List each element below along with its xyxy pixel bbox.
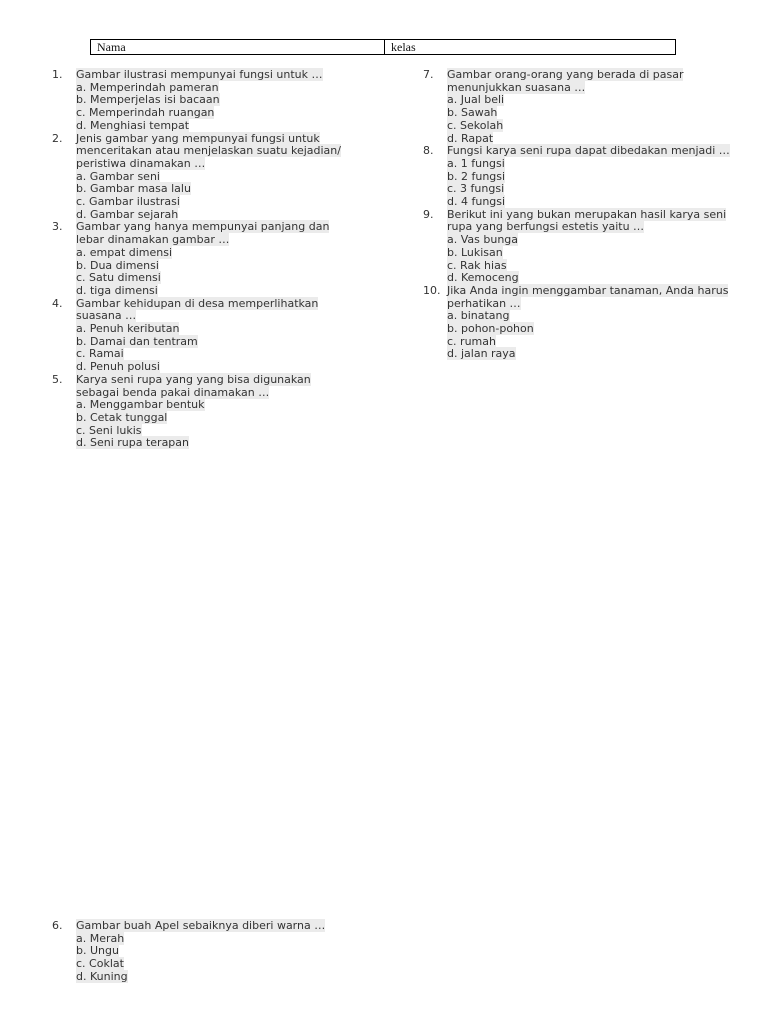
question-text: Gambar ilustrasi mempunyai fungsi untuk … [76,68,323,81]
question-text: Karya seni rupa yang yang bisa digunakan sebagai benda pakai dinamakan … [76,372,311,399]
answer-option-text: a. empat dimensi [76,245,173,259]
answer-option-text: c. 3 fungsi [447,182,505,196]
question-number: 7. [423,68,434,81]
answer-option-text: a. Penuh keributan [76,322,180,336]
question-column-right [423,69,733,361]
question-text: Jika Anda ingin menggambar tanaman, Anda harus perhatikan … [447,283,729,310]
answer-option [76,285,352,298]
answer-option-text: c. Rak hias [447,258,507,272]
answer-option-text: c. Ramai [76,347,124,361]
answer-option [76,437,352,450]
answer-option [76,247,352,260]
question-column-bottom [52,920,372,984]
answer-option [76,971,372,984]
question-body [76,920,372,984]
answer-option-text: a. 1 fungsi [447,156,505,170]
question-body [76,298,352,374]
answer-option [76,933,372,946]
question-number: 6. [52,919,63,932]
question-number: 8. [423,144,434,158]
question-column-left [52,69,352,450]
answer-option-text: d. Gambar sejarah [76,207,179,221]
answer-option-text: d. Seni rupa terapan [76,436,190,450]
answer-option [76,120,352,133]
answer-option-text: b. Ungu [76,944,119,958]
answer-option-text: d. 4 fungsi [447,195,506,209]
answer-option [447,323,733,336]
answer-option-text: d. Kuning [76,969,128,983]
answer-option-text: b. pohon-pohon [447,322,534,336]
question-item [52,920,372,984]
answer-option [447,158,733,171]
answer-option [76,196,352,209]
question-item [52,374,352,450]
answer-option [447,196,733,209]
question-text: Gambar buah Apel sebaiknya diberi warna … [76,919,326,932]
answer-option [76,958,372,971]
question-number: 10. [423,283,441,297]
question-number: 2. [52,131,63,145]
question-number: 3. [52,220,63,234]
answer-option [76,361,352,374]
question-body [76,69,352,133]
answer-option-text: c. Seni lukis [76,423,142,437]
answer-option-text: a. Vas bunga [447,233,519,247]
answer-option-text: b. Sawah [447,106,498,120]
answer-option-text: c. Gambar ilustrasi [76,195,180,209]
answer-option-text: a. Menggambar bentuk [76,398,205,412]
nama-cell: Nama [91,40,385,55]
answer-option-text: a. Gambar seni [76,169,160,183]
answer-option [447,120,733,133]
answer-option-text: d. Penuh polusi [76,360,160,374]
question-body [76,133,352,222]
answer-option-text: a. Memperindah pameran [76,80,219,94]
question-item [423,209,733,285]
question-body [447,285,733,361]
student-info-row [91,40,676,55]
answer-option-text: c. Coklat [76,957,124,971]
question-number: 9. [423,207,434,221]
answer-option [76,107,352,120]
question-item [423,145,733,209]
answer-option-text: a. binatang [447,309,510,323]
answer-option-text: d. Rapat [447,131,494,145]
question-number: 1. [52,68,63,81]
question-item [52,133,352,222]
question-body [76,221,352,297]
answer-option-text: d. Kemoceng [447,271,519,285]
answer-option [447,234,733,247]
answer-option-text: b. Dua dimensi [76,258,159,272]
answer-option-text: b. Damai dan tentram [76,334,198,348]
student-info-table [90,39,676,55]
answer-option-text: b. Lukisan [447,245,503,259]
question-body [447,69,733,145]
answer-option [76,412,352,425]
answer-option-text: b. Memperjelas isi bacaan [76,93,220,107]
question-text: Gambar kehidupan di desa memperlihatkan suasana … [76,296,319,323]
answer-option-text: b. 2 fungsi [447,169,506,183]
question-item [52,221,352,297]
answer-option-text: d. tiga dimensi [76,283,158,297]
question-text: Jenis gambar yang mempunyai fungsi untuk menceritakan atau menjelaskan suatu kejadian/ peristiwa dinamakan … [76,131,341,170]
answer-option-text: d. Menghiasi tempat [76,118,190,132]
answer-option-text: c. rumah [447,334,496,348]
question-body [447,209,733,285]
answer-option [447,348,733,361]
answer-option-text: a. Jual beli [447,93,505,107]
answer-option-text: a. Merah [76,931,125,945]
answer-option [447,107,733,120]
question-text: Gambar yang hanya mempunyai panjang dan lebar dinamakan gambar … [76,220,330,247]
answer-option-text: c. Satu dimensi [76,271,161,285]
question-text: Berikut ini yang bukan merupakan hasil karya seni rupa yang berfungsi estetis yaitu … [447,207,727,234]
answer-option [76,323,352,336]
question-item [423,285,733,361]
question-item [52,298,352,374]
question-number: 4. [52,296,63,310]
question-body [447,145,733,209]
answer-option-text: c. Sekolah [447,118,504,132]
question-item [52,69,352,133]
question-number: 5. [52,372,63,386]
answer-option-text: c. Memperindah ruangan [76,106,215,120]
question-body [76,374,352,450]
question-text: Fungsi karya seni rupa dapat dibedakan menjadi … [447,144,730,158]
answer-option [447,247,733,260]
answer-option-text: b. Cetak tunggal [76,410,168,424]
answer-option-text: d. jalan raya [447,347,516,361]
answer-option-text: b. Gambar masa lalu [76,182,191,196]
question-text: Gambar orang-orang yang berada di pasar menunjukkan suasana … [447,68,684,94]
question-item [423,69,733,145]
kelas-cell: kelas [385,40,676,55]
